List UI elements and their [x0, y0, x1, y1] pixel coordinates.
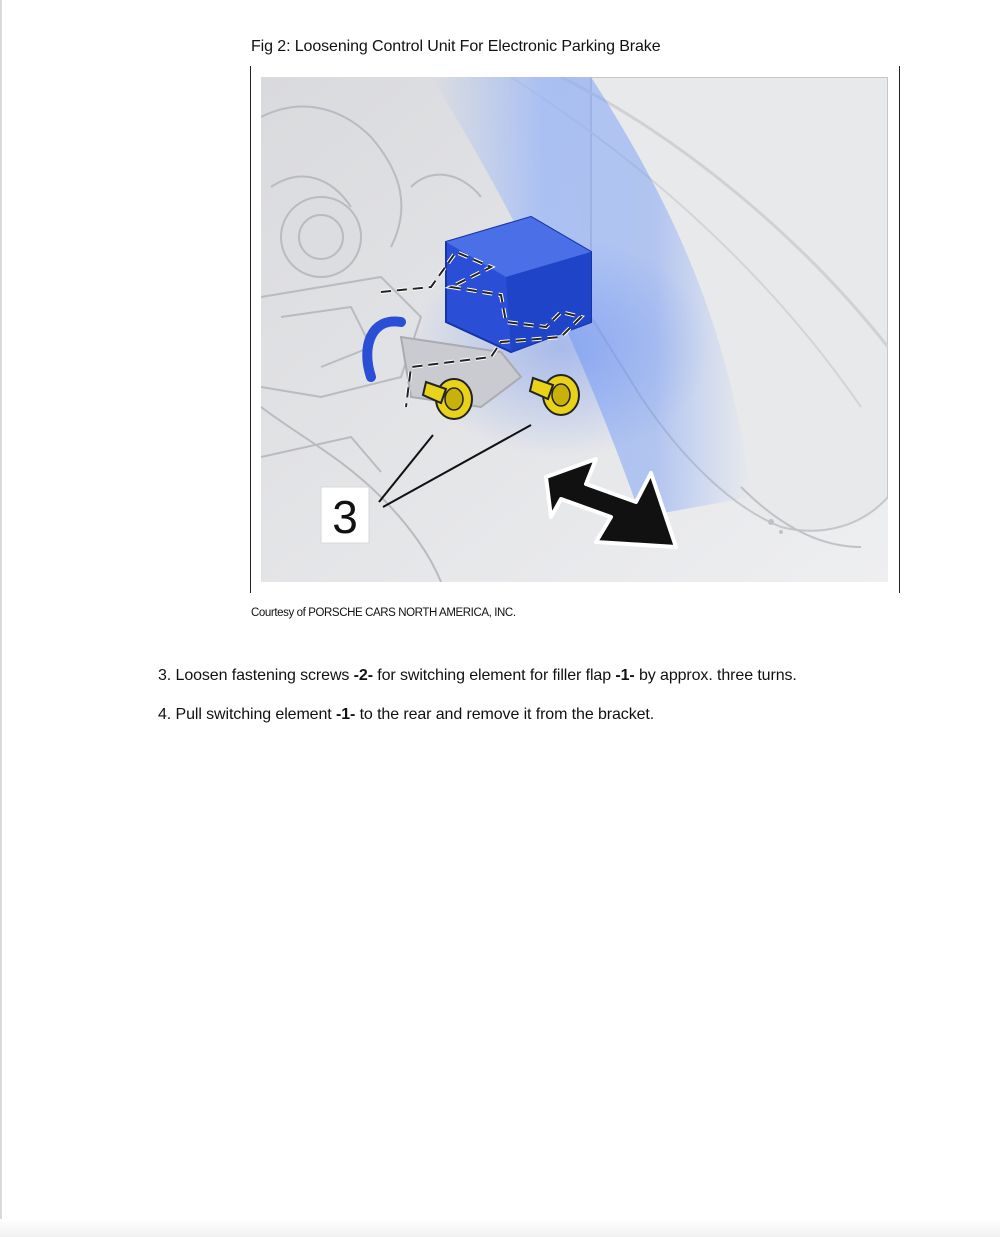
- figure-credit: Courtesy of PORSCHE CARS NORTH AMERICA, INC.: [251, 607, 516, 619]
- step-text: for switching element for filler flap: [372, 667, 616, 684]
- figure-illustration: [261, 77, 888, 582]
- step-4: [158, 706, 654, 724]
- reference-2: -2-: [353, 667, 373, 684]
- page-bottom-shade: [0, 1219, 1000, 1237]
- step-number: 4.: [158, 706, 172, 723]
- step-text: to the rear and remove it from the bracket.: [355, 706, 655, 723]
- step-text: Pull switching element: [175, 706, 336, 723]
- reference-1: -1-: [615, 667, 635, 684]
- page-edge: [0, 0, 2, 1237]
- step-3: [158, 667, 797, 685]
- step-text: by approx. three turns.: [634, 667, 797, 684]
- step-text: Loosen fastening screws: [175, 667, 354, 684]
- reference-1: -1-: [335, 706, 356, 723]
- callout-number: 3: [332, 491, 358, 543]
- step-number: 3.: [158, 667, 172, 684]
- figure-title: Fig 2: Loosening Control Unit For Electronic Parking Brake: [251, 38, 661, 55]
